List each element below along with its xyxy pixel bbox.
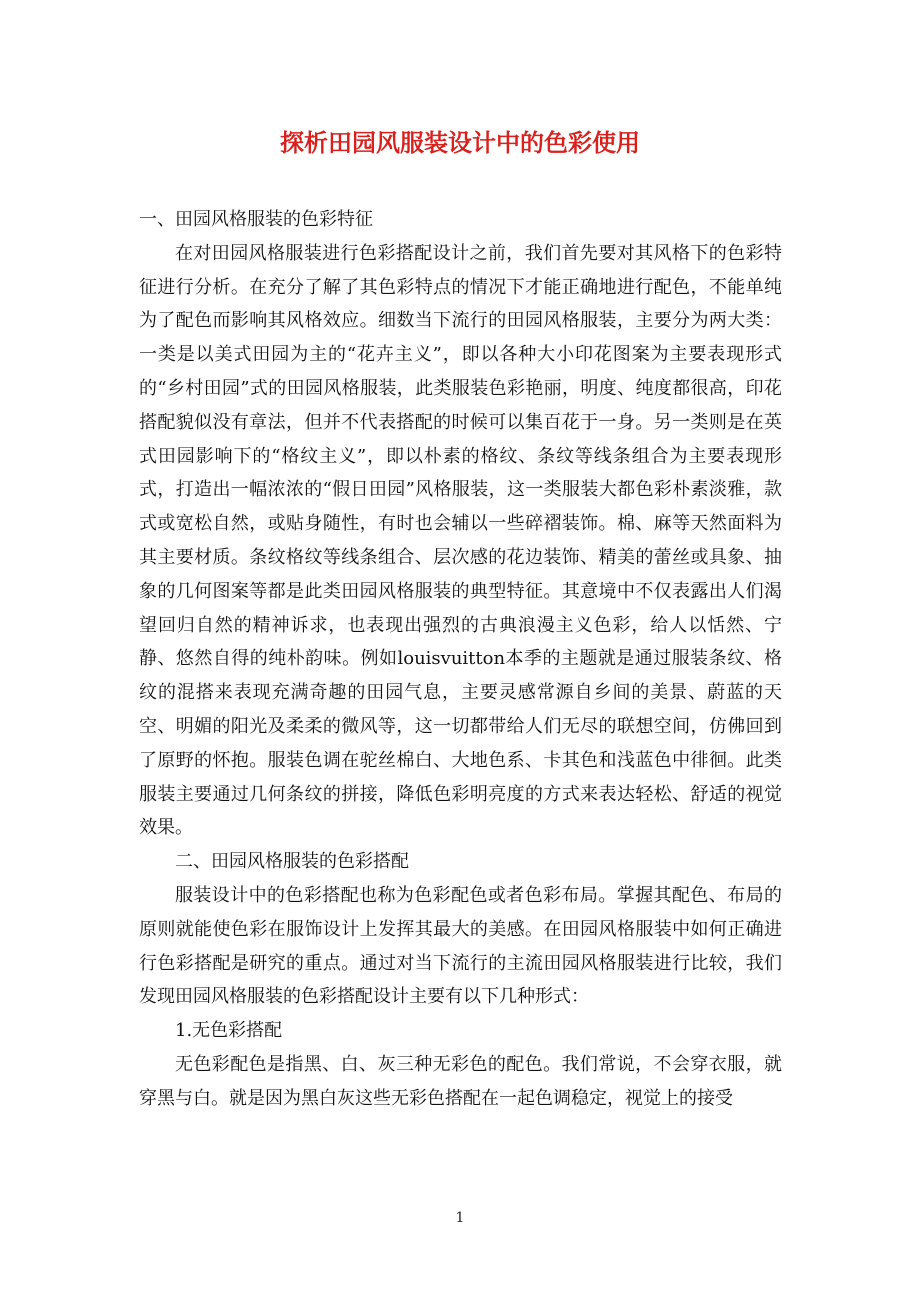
paragraph-3: 无色彩配色是指黑、白、灰三种无彩色的配色。我们常说，不会穿衣服，就穿黑与白。就是因为黑白灰这些无彩色搭配在一起色调稳定，视觉上的接受 (139, 1053, 782, 1109)
section-heading-1: 一、田园风格服装的色彩特征 (139, 209, 373, 230)
page-number: 1 (455, 1210, 465, 1226)
document-body (139, 203, 782, 1116)
paragraph-1: 在对田园风格服装进行色彩搭配设计之前，我们首先要对其风格下的色彩特征进行分析。在充分了解了其色彩特点的情况下才能正确地进行配色，不能单纯为了配色而影响其风格效应。细数当下流行的田园风格服装，主要分为两大类：一类是以美式田园为主的“花卉主义”，即以各种大小印花图案为主要表现形式的“乡村田园”式的田园风格服装，此类服装色彩艳丽，明度、纯度都很高，印花搭配貌似没有章法，但并不代表搭配的时候可以集百花于一身。另一类则是在英式田园影响下的“格纹主义”，即以朴素的格纹、条纹等线条组合为主要表现形式，打造出一幅浓浓的“假日田园”风格服装，这一类服装大都色彩朴素淡雅，款式或宽松自然，或贴身随性，有时也会辅以一些碎褶装饰。棉、麻等天然面料为其主要材质。条纹格纹等线条组合、层次感的花边装饰、精美的蕾丝或具象、抽象的几何图案等都是此类田园风格服装的典型特征。其意境中不仅表露出人们渴望回归自然的精神诉求，也表现出强烈的古典浪漫主义色彩，给人以恬然、宁静、悠然自得的纯朴韵味。例如louisvuitton本季的主题就是通过服装条纹、格纹的混搭来表现充满奇趣的田园气息，主要灵感常源自乡间的美景、蔚蓝的天空、明媚的阳光及柔柔的微风等，这一切都带给人们无尽的联想空间，仿佛回到了原野的怀抱。服装色调在驼丝棉白、大地色系、卡其色和浅蓝色中徘徊。此类服装主要通过几何条纹的拼接，降低色彩明亮度的方式来表达轻松、舒适的视觉效果。 (139, 242, 782, 839)
paragraph-2: 服装设计中的色彩搭配也称为色彩配色或者色彩布局。掌握其配色、布局的原则就能使色彩在服饰设计上发挥其最大的美感。在田园风格服装中如何正确进行色彩搭配是研究的重点。通过对当下流行的主流田园风格服装进行比较，我们发现田园风格服装的色彩搭配设计主要有以下几种形式： (139, 884, 782, 1008)
subsection-heading-1: 1.无色彩搭配 (175, 1020, 283, 1042)
document-title: 探析田园风服装设计中的色彩使用 (280, 129, 640, 157)
section-heading-2: 二、田园风格服装的色彩搭配 (175, 851, 409, 873)
